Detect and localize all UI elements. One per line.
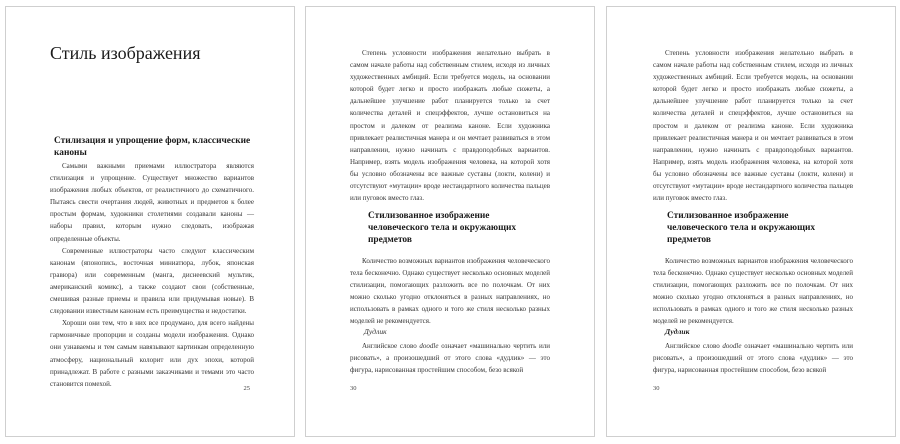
section-heading: Стилизованное изображение человеческого тела и окружающих предметов: [667, 211, 816, 245]
paragraph: Хороши они тем, что в них все продумано, для всего найдены гармоничные пропорции и созданы модели изображения. Однако они узнаваемы и тем самым навязывают картинкам определенную атмосферу, национальный колорит или дух эпохи, которой принадлежат. В работе с разными заказчиками и темами это часто становится помехой.: [50, 319, 254, 388]
text-run: означает «машинально чертить или рисовать», а произошедший от этого слова «дудлик» — это фигура, нарисованная простейшим способом, безо всякой: [653, 342, 853, 375]
intro-text: [350, 47, 550, 204]
text-run: означает «машинально чертить или рисовать», а произошедший от этого слова «дудлик» — это фигура, нарисованная простейшим способом, безо всякой: [350, 342, 550, 375]
book-page-25: [5, 6, 295, 437]
paragraph: Количество возможных вариантов изображения человеческого тела бесконечно. Однако существует несколько основных моделей стилизации, помогающих разложить все по полочкам. От них можно сколько угодно отклоняться в разных направлениях, но использовать в рамках одного и того же стиля несколько разных моделей не рекомендуется.: [350, 257, 550, 326]
section-heading: Стилизация и упрощение форм, классические каноны: [54, 136, 251, 158]
paragraph: Степень условности изображения желательно выбрать в самом начале работы над собственным стилем, исходя из личных художественных амбиций. Если требуется модель, на основании которой будет легко и просто изображать любые сюжеты, а дальнейшее улучшение работ планируется только за счет количества деталей и спецэффектов, лучше остановиться на простом и далеком от реализма каноне. Если художника привлекает реалистичная манера и он мечтает развиваться в этом направлении, нужно начинать с правдоподобных вариантов. Например, взять модель изображения человека, на которой хотя бы условно обозначены все важные суставы (локти, колени) и отсутствуют «мутации» вроде нестандартного количества пальцев или пуговок вместо глаз.: [653, 49, 853, 203]
chapter-title: Стиль изображения: [50, 43, 201, 63]
page-number: 30: [350, 385, 357, 392]
paragraph: [653, 340, 853, 376]
paragraph: Современные иллюстраторы часто следуют классическим канонам (японопись, восточная миниатюра, лубок, японская гравюра) или современным (манга, диснеевский мультик, американский комикс), а также создают свои (собственные, смешивая разные приемы и правила или придумывая новые). В следовании известным канонам есть преимущества и недостатки.: [50, 246, 254, 316]
paragraph: [350, 340, 550, 376]
keyword: doodle: [722, 342, 742, 350]
body-text: [653, 255, 853, 328]
book-page-30-a: [305, 6, 595, 437]
subheading: Дудлик: [665, 327, 690, 336]
paragraph: Самыми важными приемами иллюстратора являются стилизация и упрощение. Существует множество вариантов изображения любых объектов, от реалистичного до схематичного. Пытаясь свести очертания людей, животных и предметов к более простым формам, художники столетиями создавали каноны — наборы правил, которым нужно следовать, изображая определенные объекты.: [50, 162, 254, 243]
subheading: Дудлик: [364, 327, 387, 336]
paragraph: Степень условности изображения желательно выбрать в самом начале работы над собственным стилем, исходя из личных художественных амбиций. Если требуется модель, на основании которой будет легко и просто изображать любые сюжеты, а дальнейшее улучшение работ планируется только за счет количества деталей и спецэффектов, лучше остановиться на простом и далеком от реализма каноне. Если художника привлекает реалистичная манера и он мечтает развиваться в этом направлении, нужно начинать с правдоподобных вариантов. Например, взять модель изображения человека, на которой хотя бы условно обозначены все важные суставы (локти, колени) и отсутствуют «мутации» вроде нестандартного количества пальцев или пуговок вместо глаз.: [350, 49, 550, 203]
section-heading: Стилизованное изображение человеческого тела и окружающих предметов: [368, 211, 517, 245]
body-text: [50, 160, 254, 390]
book-page-30-b: [606, 6, 896, 437]
text-run: Английское слово: [362, 342, 420, 350]
page-number: 30: [653, 385, 660, 392]
keyword: doodle: [419, 342, 439, 350]
text-run: Английское слово: [665, 342, 723, 350]
intro-text: [653, 47, 853, 204]
body-text-continued: [350, 340, 550, 376]
body-text-continued: [653, 340, 853, 376]
page-number: 25: [243, 385, 250, 392]
paragraph: Количество возможных вариантов изображения человеческого тела бесконечно. Однако существует несколько основных моделей стилизации, помогающих разложить все по полочкам. От них можно сколько угодно отклоняться в разных направлениях, но использовать в рамках одного и того же стиля несколько разных моделей не рекомендуется.: [653, 257, 853, 326]
body-text: [350, 255, 550, 328]
